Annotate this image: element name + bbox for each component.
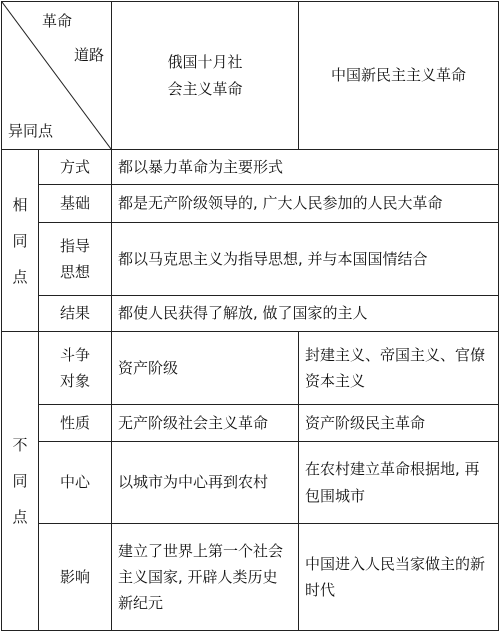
row-label-center: 中心 [39, 442, 112, 524]
china-value-nature: 资产阶级民主革命 [299, 405, 499, 442]
corner-label-revolution: 革命 [42, 12, 73, 30]
row-label-method: 方式 [39, 150, 112, 185]
table-row [2, 442, 499, 524]
header-china-revolution: 中国新民主主义革命 [299, 2, 499, 150]
differences-group-label: 不 同 点 [2, 332, 39, 631]
header-row [2, 2, 499, 150]
row-label-influence: 影响 [39, 524, 112, 631]
similar-value-result: 都使人民获得了解放, 做了国家的主人 [112, 296, 499, 332]
diagonal-header-cell [2, 2, 112, 150]
row-label-target: 斗争 对象 [39, 332, 112, 405]
china-value-center: 在农村建立革命根据地, 再包围城市 [299, 442, 499, 524]
row-label-foundation: 基础 [39, 185, 112, 223]
similar-value-method: 都以暴力革命为主要形式 [112, 150, 499, 185]
china-value-influence: 中国进入人民当家做主的新时代 [299, 524, 499, 631]
row-label-result: 结果 [39, 296, 112, 332]
row-label-nature: 性质 [39, 405, 112, 442]
similar-value-guiding-ideology: 都以马克思主义为指导思想, 并与本国国情结合 [112, 223, 499, 296]
similar-value-foundation: 都是无产阶级领导的, 广大人民参加的人民大革命 [112, 185, 499, 223]
table-row [2, 185, 499, 223]
table-row [2, 332, 499, 405]
table-row [2, 296, 499, 332]
october-value-center: 以城市为中心再到农村 [112, 442, 299, 524]
october-value-target: 资产阶级 [112, 332, 299, 405]
corner-label-path: 道路 [74, 46, 105, 64]
table-row [2, 223, 499, 296]
header-october-revolution: 俄国十月社 会主义革命 [112, 2, 299, 150]
revolution-comparison-table [1, 1, 499, 631]
table-row [2, 524, 499, 631]
october-value-nature: 无产阶级社会主义革命 [112, 405, 299, 442]
table-row [2, 405, 499, 442]
corner-label-differences: 异同点 [8, 122, 54, 140]
china-value-target: 封建主义、帝国主义、官僚资本主义 [299, 332, 499, 405]
october-value-influence: 建立了世界上第一个社会主义国家, 开辟人类历史新纪元 [112, 524, 299, 631]
similarities-group-label: 相 同 点 [2, 150, 39, 332]
table-row [2, 150, 499, 185]
row-label-guiding-ideology: 指导 思想 [39, 223, 112, 296]
